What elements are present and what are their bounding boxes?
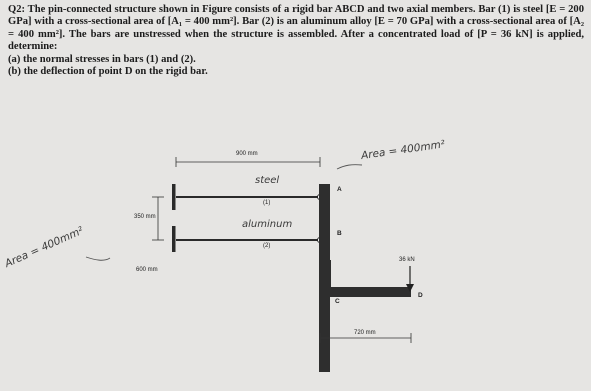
handwritten-area-right: Area = 400mm² bbox=[360, 138, 446, 162]
handwritten-aluminum: aluminum bbox=[242, 219, 293, 230]
dim-900-label: 900 mm bbox=[236, 151, 258, 157]
wall-support-2 bbox=[172, 226, 176, 252]
handwritten-area-left: Area = 400mm² bbox=[3, 224, 86, 270]
rigid-bar-horizontal bbox=[319, 287, 411, 297]
bar-1-label: (1) bbox=[263, 200, 271, 206]
dim-350-label: 350 mm bbox=[134, 214, 156, 220]
wall-support-1 bbox=[172, 184, 176, 210]
task-b: (b) the deflection of point D on the rigid bar. bbox=[8, 66, 208, 78]
pin-support-c bbox=[323, 260, 331, 290]
point-b-label: B bbox=[337, 230, 342, 237]
point-d-label: D bbox=[418, 292, 423, 299]
dim-600-label: 600 mm bbox=[136, 267, 158, 273]
task-a: (a) the normal stresses in bars (1) and (2). bbox=[8, 53, 196, 65]
bar-2-label: (2) bbox=[263, 243, 271, 249]
problem-statement: Q2: The pin-connected structure shown in Figure consists of a rigid bar ABCD and two axial members. Bar (1) is steel [E = 200 GPa] with a cross-sectional area of [A₁ = 400 mm²]. Bar (2) is an aluminum alloy [E = 70 GPa] with a cross-sectional area of [A₂ = 400 mm²]. The bars are unstressed when the structure is assembled. After a concentrated load of [P = 36 kN] is applied, determine: bbox=[8, 4, 584, 53]
load-label: 36 kN bbox=[399, 257, 415, 263]
point-a-label: A bbox=[337, 186, 342, 193]
dim-720-label: 720 mm bbox=[354, 330, 376, 336]
handwritten-steel: steel bbox=[255, 175, 280, 186]
point-c-label: C bbox=[335, 298, 340, 305]
